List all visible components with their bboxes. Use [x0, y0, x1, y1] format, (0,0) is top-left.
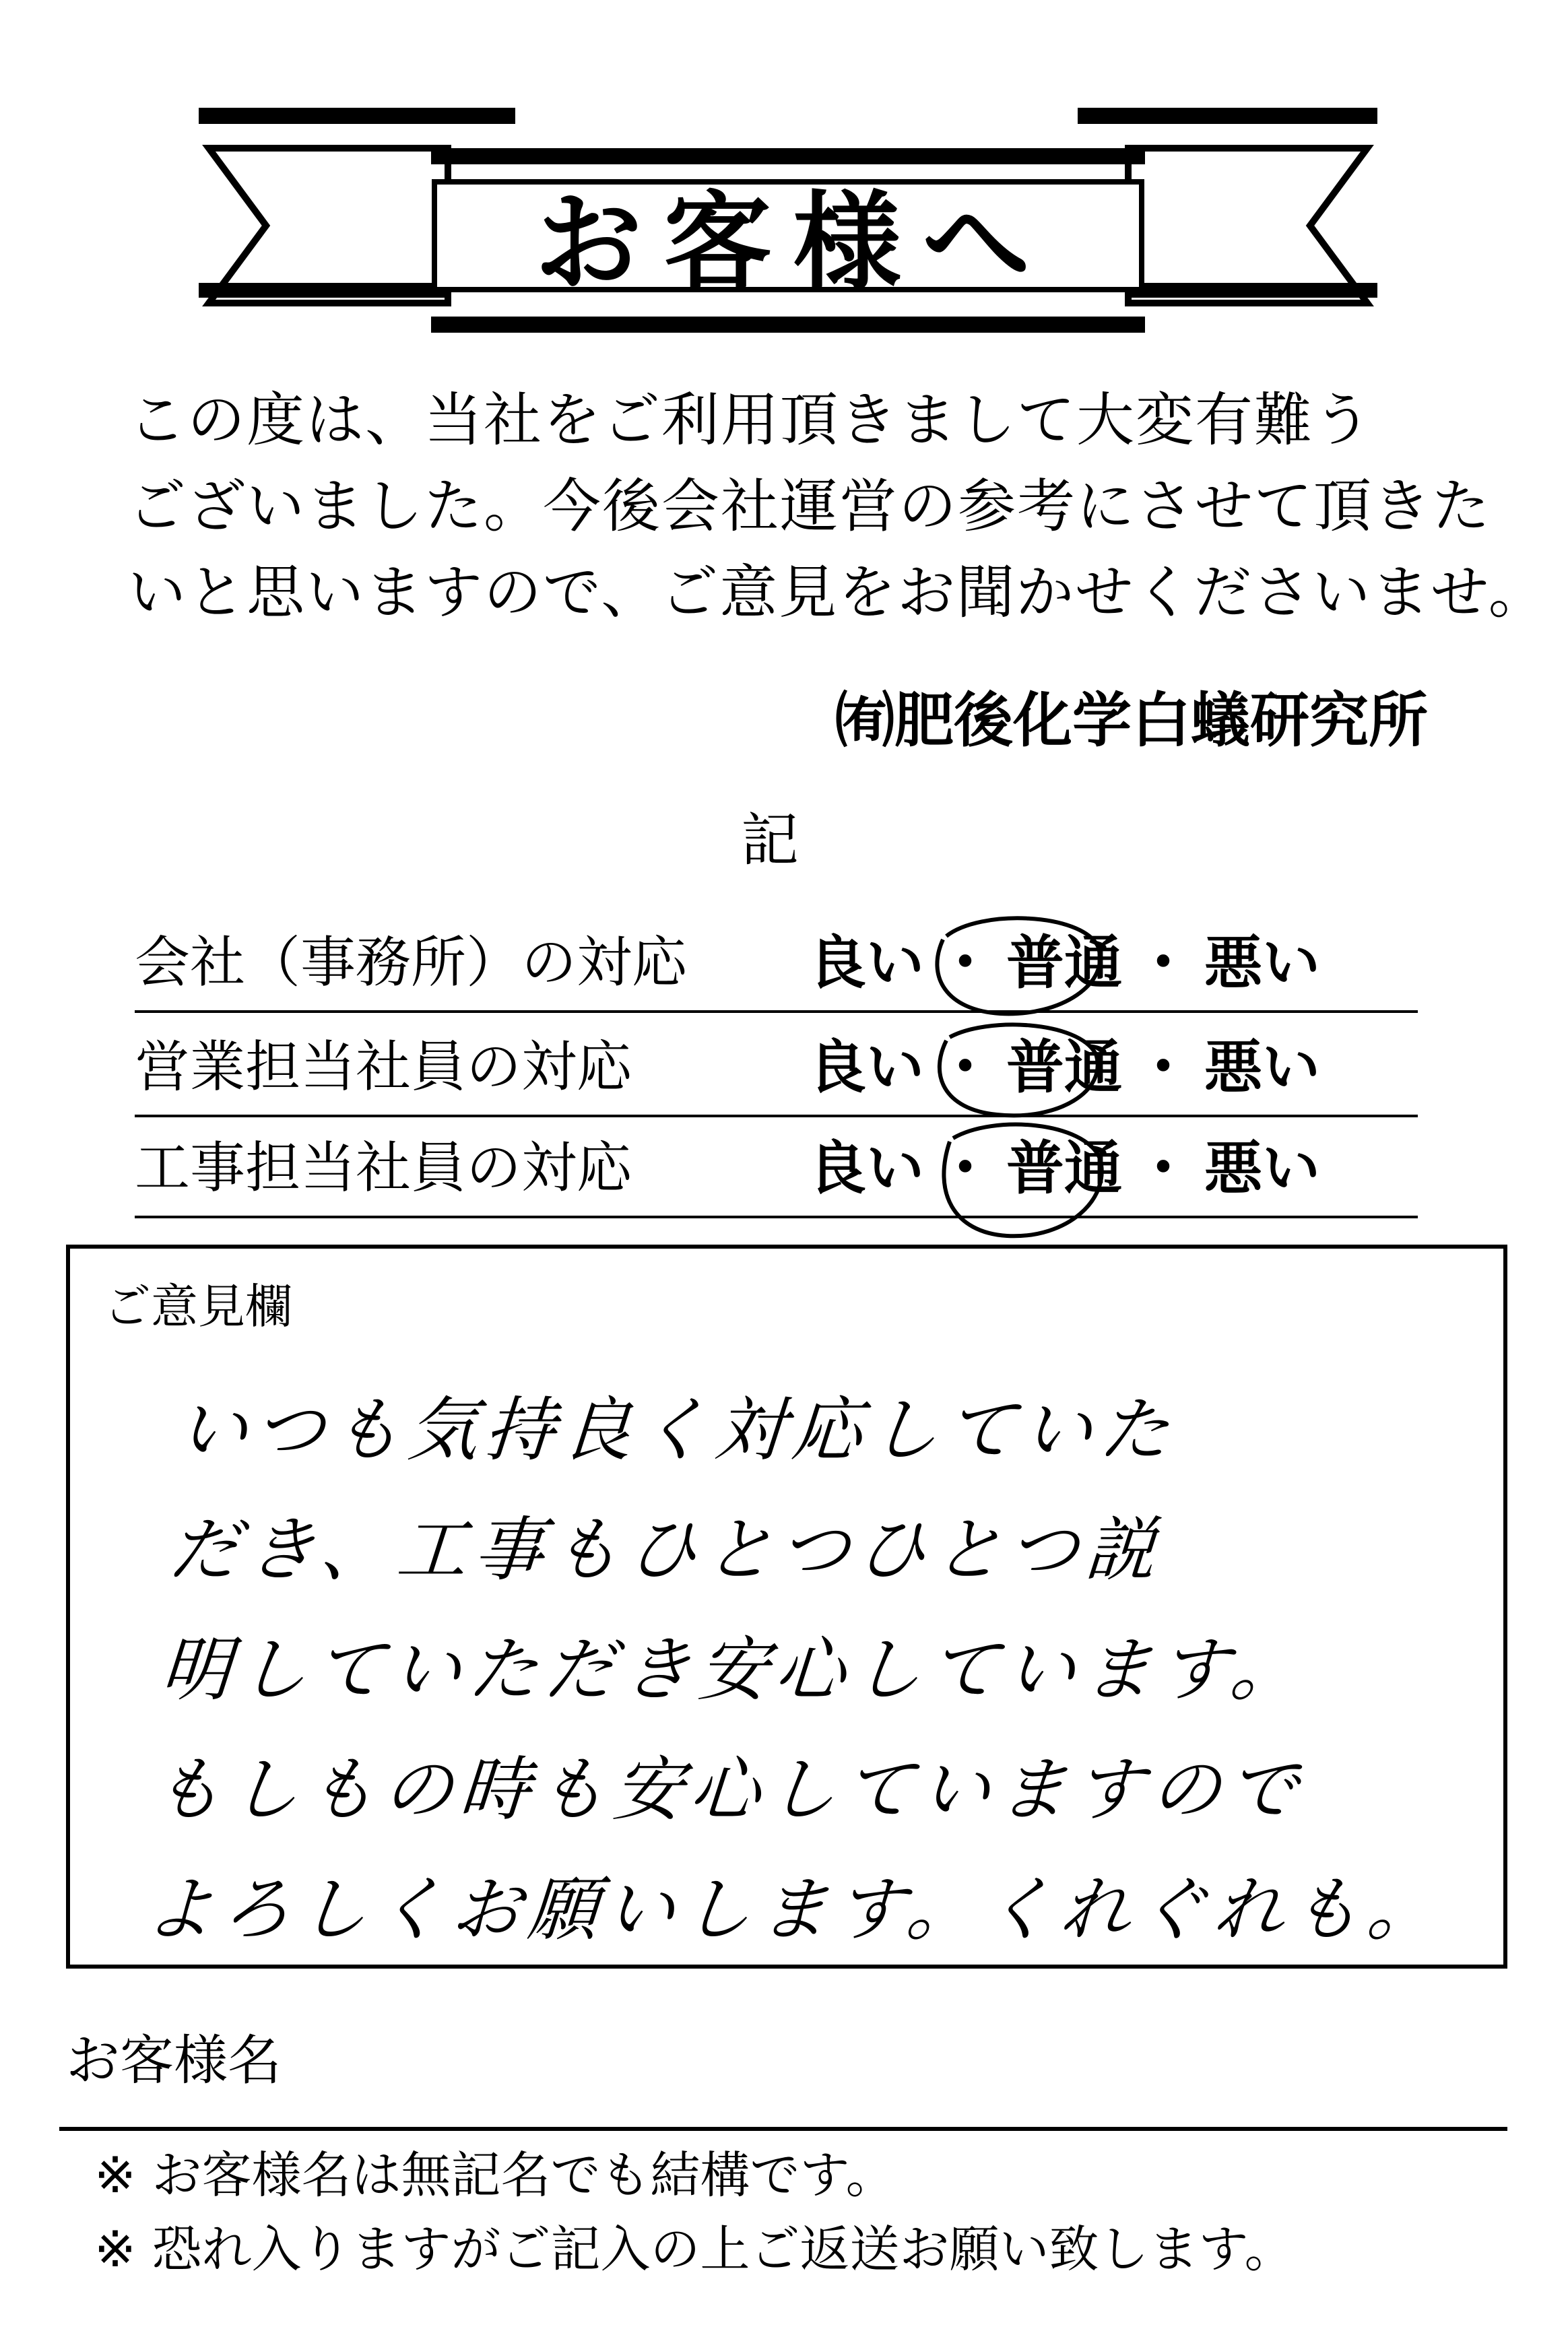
- option-separator: ・: [1134, 929, 1192, 997]
- option-good[interactable]: 良い: [808, 1034, 924, 1101]
- intro-line: いと思いますので、ご意見をお聞かせくださいませ。: [128, 559, 1548, 626]
- notes: [94, 2138, 1295, 2286]
- evaluation-row-sales: [135, 1020, 1418, 1117]
- customer-name-field[interactable]: [59, 2127, 1507, 2131]
- handwritten-line: もしもの時も安心していますので: [150, 1748, 1307, 1831]
- option-bad[interactable]: 悪い: [1204, 1034, 1320, 1101]
- handwritten-line: よろしくお願いします。くれぐれも。: [141, 1868, 1447, 1950]
- handwritten-comment: [140, 1370, 1515, 1969]
- title-banner: [182, 101, 1394, 343]
- option-normal[interactable]: 普通: [1006, 929, 1122, 997]
- intro-line: ございました。今後会社運営の参考にさせて頂きた: [128, 473, 1491, 540]
- evaluation-row-construction: [135, 1121, 1418, 1218]
- option-normal[interactable]: 普通: [1006, 1135, 1122, 1202]
- evaluation-label: 工事担当社員の対応: [135, 1136, 632, 1200]
- option-separator: ・: [1134, 1034, 1192, 1101]
- option-normal[interactable]: 普通: [1006, 1034, 1122, 1101]
- note-line: ※ 恐れ入りますがご記入の上ご返送お願い致します。: [94, 2220, 1295, 2278]
- evaluation-row-company: [135, 916, 1418, 1013]
- option-separator: ・: [936, 1034, 994, 1101]
- intro-line: この度は、当社をご利用頂きまして大変有難う: [128, 387, 1373, 454]
- evaluation-label: 営業担当社員の対応: [135, 1035, 632, 1099]
- selected-circle-icon: [919, 1111, 1121, 1246]
- option-separator: ・: [936, 1135, 994, 1202]
- company-name: ㈲肥後化学白蟻研究所: [835, 686, 1428, 755]
- option-good[interactable]: 良い: [808, 1135, 924, 1202]
- page-title: お客様へ: [534, 179, 1052, 306]
- handwritten-line: いつも気持良く対応していた: [174, 1389, 1179, 1471]
- option-bad[interactable]: 悪い: [1204, 1135, 1320, 1202]
- note-line: ※ お客様名は無記名でも結構です。: [94, 2146, 896, 2204]
- opinion-box[interactable]: [66, 1245, 1507, 1969]
- handwritten-line: だき、工事もひとつひとつ説: [166, 1509, 1165, 1591]
- section-mark: 記: [741, 807, 799, 874]
- option-separator: ・: [1134, 1135, 1192, 1202]
- evaluation-label: 会社（事務所）の対応: [135, 931, 688, 995]
- selected-circle-icon: [919, 909, 1115, 1024]
- option-bad[interactable]: 悪い: [1204, 929, 1320, 997]
- customer-name-label: お客様名: [66, 2029, 282, 2092]
- opinion-label: ご意見欄: [104, 1279, 292, 1334]
- handwritten-line: 明していただき安心しています。: [158, 1628, 1310, 1711]
- option-separator: ・: [936, 929, 994, 997]
- intro-text: [128, 377, 1548, 636]
- option-good[interactable]: 良い: [808, 929, 924, 997]
